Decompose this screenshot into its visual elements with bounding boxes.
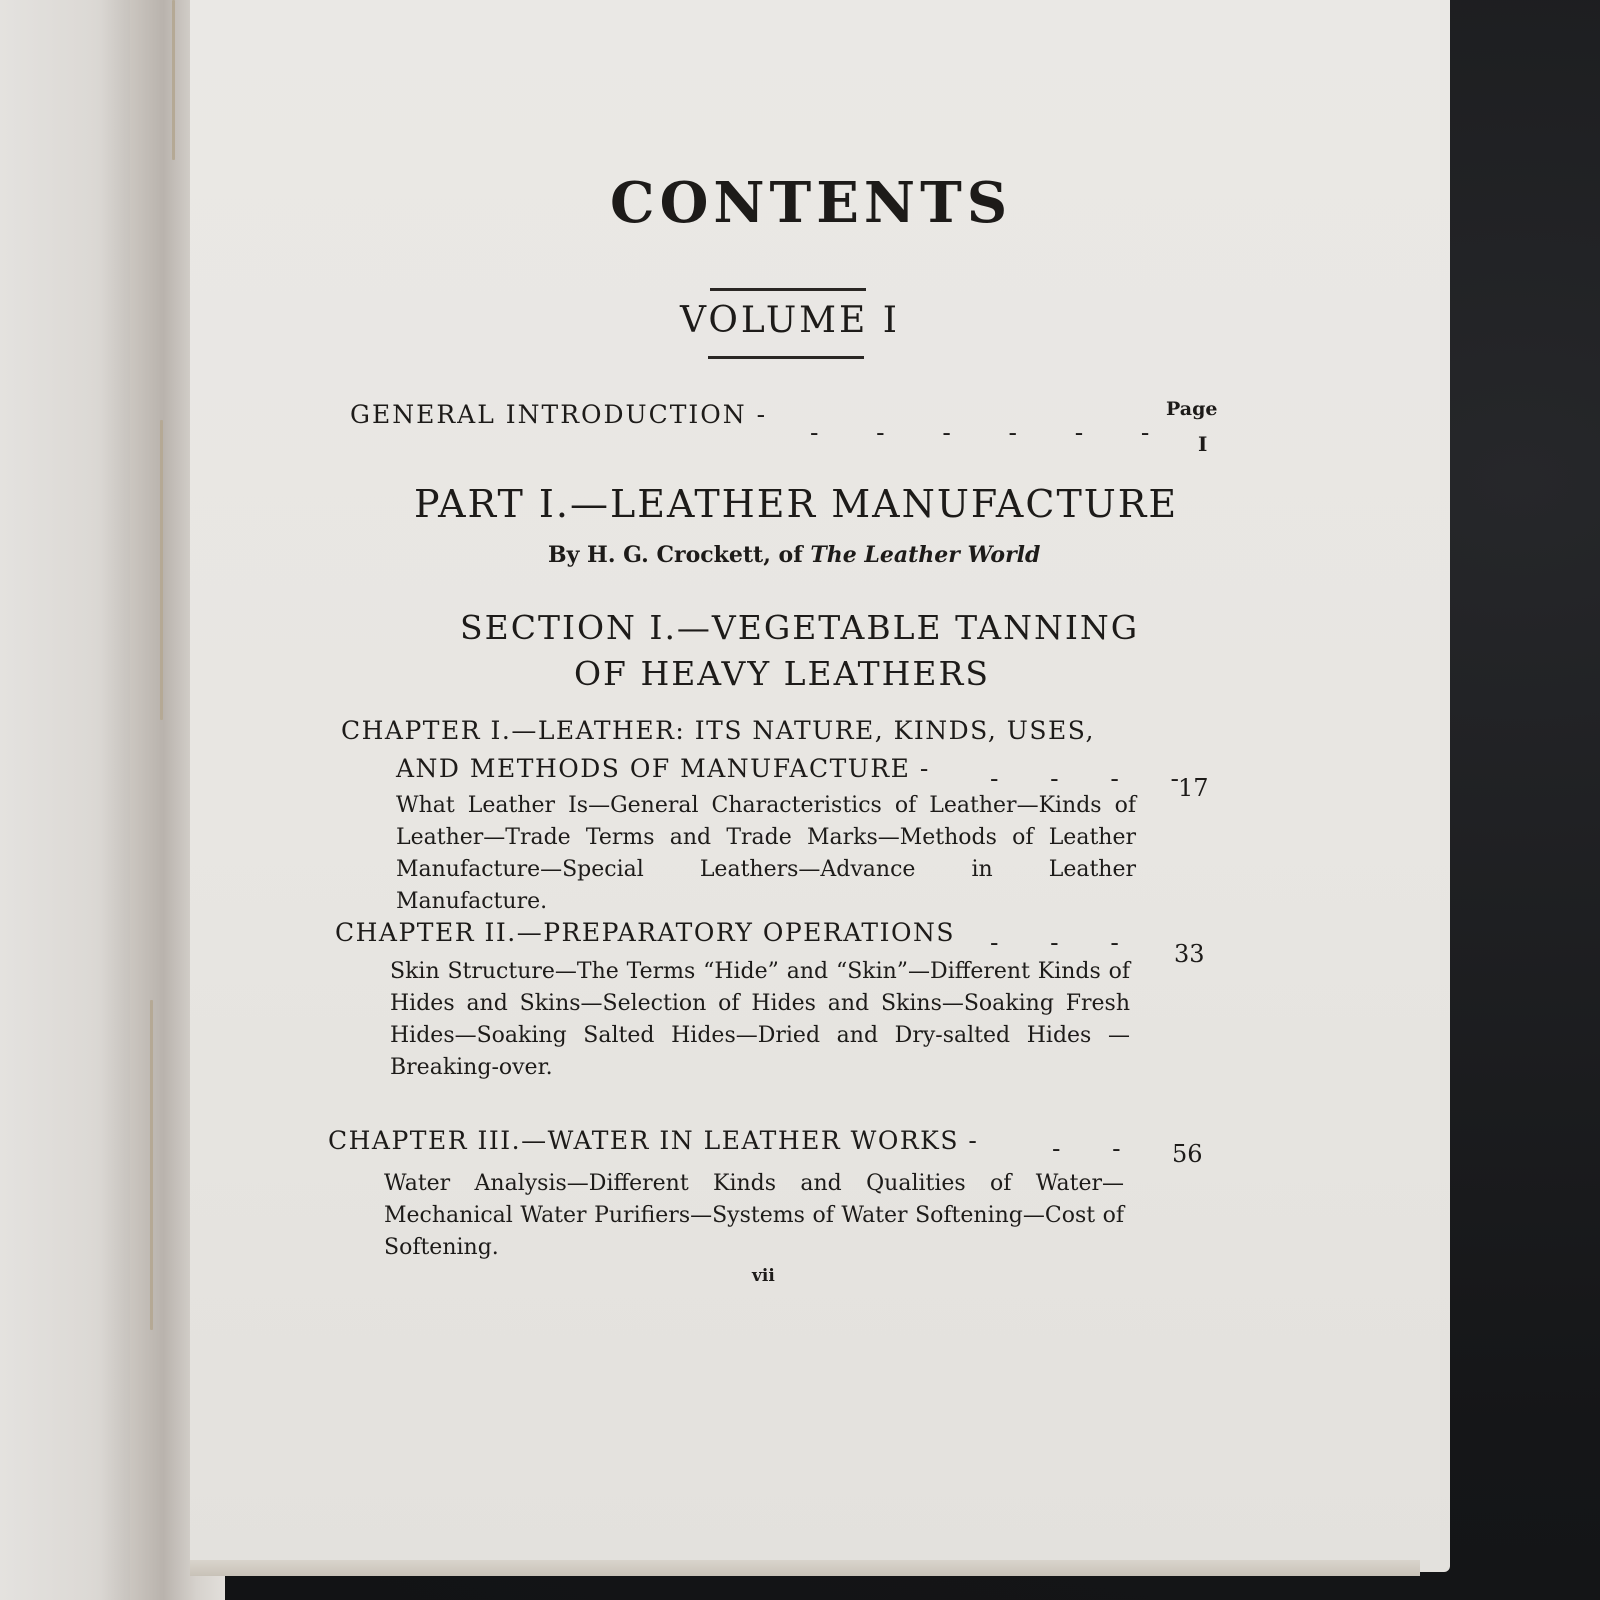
page-title: CONTENTS <box>610 170 1013 236</box>
toc-page-number: 33 <box>1174 940 1205 968</box>
toc-leaders: - - - - <box>990 764 1181 793</box>
toc-page-number: I <box>1198 432 1208 456</box>
toc-leaders: - - <box>1052 1134 1123 1163</box>
chapter-description: Water Analysis—Different Kinds and Qualities of Water—Mechanical Water Purifiers—Systems of Water Softening—Cost of Softening. <box>384 1171 1124 1260</box>
toc-leaders: - - - - - - <box>810 418 1153 447</box>
byline-author: By H. G. Crockett, of <box>548 542 803 568</box>
byline-publication: The Leather World <box>810 542 1041 568</box>
toc-leaders: - - - <box>990 928 1121 957</box>
toc-page-number: 17 <box>1178 774 1209 802</box>
chapter-description: Skin Structure—The Terms “Hide” and “Skin”—Different Kinds of Hides and Skins—Selection of Hides and Skins—Soaking Fresh Hides—Soaking Salted Hides—Dried and Dry-salted Hides —Breaking-over. <box>390 959 1130 1080</box>
binding-stitch <box>150 1000 153 1330</box>
volume-heading: VOLUME I <box>680 300 900 341</box>
section-title-line-1: SECTION I.—VEGETABLE TANNING <box>460 608 1140 647</box>
section-title-line-2: OF HEAVY LEATHERS <box>574 654 990 693</box>
chapter-title-line-1: CHAPTER I.—LEATHER: ITS NATURE, KINDS, USES, <box>341 716 1095 745</box>
volume-rule-top <box>710 288 866 291</box>
part-title: PART I.—LEATHER MANUFACTURE <box>414 482 1179 526</box>
toc-entry-general-introduction <box>350 400 767 429</box>
chapter-description: What Leather Is—General Characteristics of Leather—Kinds of Leather—Trade Terms and Trade Marks—Methods of Leather Manufacture—Special Leathers—Advance in Leather Manufacture. <box>396 793 1136 914</box>
chapter-title-line-2: AND METHODS OF MANUFACTURE - <box>396 754 930 783</box>
toc-page-number: 56 <box>1172 1140 1203 1168</box>
binding-stitch <box>172 0 175 160</box>
toc-entry-title: GENERAL INTRODUCTION - <box>350 400 768 429</box>
page-folio: vii <box>752 1266 775 1286</box>
volume-rule-bottom <box>708 356 864 359</box>
chapter-title-line-1: CHAPTER III.—WATER IN LEATHER WORKS - <box>328 1126 979 1155</box>
page-stack-edge <box>190 1560 1420 1576</box>
part-byline <box>548 542 1040 568</box>
page-column-label: Page <box>1166 398 1218 420</box>
chapter-title-line-1: CHAPTER II.—PREPARATORY OPERATIONS <box>335 918 955 947</box>
binding-stitch <box>160 420 163 720</box>
